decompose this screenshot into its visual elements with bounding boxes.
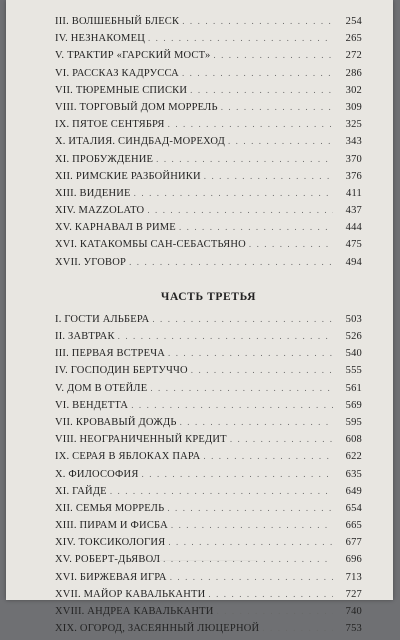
page-number: 677	[345, 537, 362, 549]
chapter-title: VI. ВЕНДЕТТА	[55, 399, 129, 411]
page-number: 526	[345, 331, 362, 342]
toc-entry	[55, 434, 362, 451]
toc-entry	[55, 136, 362, 153]
toc-entry	[55, 503, 362, 520]
dot-leader	[148, 33, 333, 43]
chapter-title: XIV. ТОКСИКОЛОГИЯ	[55, 537, 166, 549]
toc-entry	[55, 154, 362, 171]
dot-leader	[180, 417, 333, 427]
part-two-entries	[55, 16, 362, 274]
dot-leader	[182, 68, 333, 78]
page-number: 654	[345, 502, 362, 514]
chapter-title: XVIII. АНДРЕА КАВАЛЬКАНТИ	[55, 606, 214, 617]
toc-entry	[55, 520, 362, 537]
chapter-title: XII. РИМСКИЕ РАЗБОЙНИКИ	[55, 170, 201, 182]
dot-leader	[230, 434, 333, 444]
toc-entry	[55, 383, 362, 400]
page-number: 503	[345, 313, 362, 325]
page-number: 740	[345, 606, 362, 617]
page-number: 635	[345, 468, 362, 480]
table-of-contents	[55, 16, 362, 640]
chapter-title: XI. ПРОБУЖДЕНИЕ	[55, 153, 154, 165]
dot-leader	[129, 257, 333, 267]
dot-leader	[168, 537, 333, 547]
page-number: 376	[345, 170, 362, 182]
chapter-title: XII. СЕМЬЯ МОРРЕЛЬ	[55, 502, 165, 514]
dot-leader	[118, 331, 333, 341]
chapter-title: IV. НЕЗНАКОМЕЦ	[55, 33, 145, 45]
chapter-title: XI. ГАЙДЕ	[55, 485, 107, 497]
dot-leader	[171, 520, 333, 530]
dot-leader	[262, 623, 333, 633]
chapter-title: VIII. ТОРГОВЫЙ ДОМ МОРРЕЛЬ	[55, 101, 218, 113]
dot-leader	[152, 314, 333, 324]
dot-leader	[168, 119, 333, 129]
toc-entry	[55, 68, 362, 85]
page-number: 753	[345, 623, 362, 635]
toc-entry	[55, 314, 362, 331]
dot-leader	[221, 102, 333, 112]
dot-leader	[134, 188, 333, 198]
page-number: 370	[345, 153, 362, 165]
chapter-title: XV. КАРНАВАЛ В РИМЕ	[55, 222, 176, 234]
dot-leader	[191, 365, 333, 375]
dot-leader	[208, 589, 333, 599]
toc-entry	[55, 537, 362, 554]
page-number: 540	[345, 348, 362, 360]
page-number: 437	[345, 205, 362, 217]
toc-entry	[55, 623, 362, 640]
toc-entry	[55, 469, 362, 486]
toc-entry	[55, 257, 362, 274]
page-number: 494	[345, 256, 362, 268]
chapter-title: XIX. ОГОРОД, ЗАСЕЯННЫЙ ЛЮЦЕРНОЙ	[55, 623, 260, 635]
chapter-title: III. ВОЛШЕБНЫЙ БЛЕСК	[55, 16, 180, 27]
page-number: 665	[345, 520, 362, 532]
dot-leader	[147, 205, 333, 215]
toc-entry	[55, 188, 362, 205]
toc-entry	[55, 451, 362, 468]
chapter-title: VII. ТЮРЕМНЫЕ СПИСКИ	[55, 84, 188, 96]
toc-entry	[55, 348, 362, 365]
chapter-title: VIII. НЕОГРАНИЧЕННЫЙ КРЕДИТ	[55, 434, 227, 446]
page-number: 555	[345, 365, 362, 377]
toc-entry	[55, 331, 362, 348]
chapter-title: VII. КРОВАВЫЙ ДОЖДЬ	[55, 416, 177, 428]
chapter-title: XIII. ВИДЕНИЕ	[55, 187, 131, 199]
toc-entry	[55, 50, 362, 67]
dot-leader	[213, 50, 333, 60]
page-number: 595	[345, 416, 362, 428]
toc-entry	[55, 400, 362, 417]
chapter-title: XV. РОБЕРТ-ДЬЯВОЛ	[55, 554, 161, 566]
toc-entry	[55, 85, 362, 102]
toc-entry	[55, 606, 362, 623]
dot-leader	[190, 85, 333, 95]
chapter-title: IV. ГОСПОДИН БЕРТУЧЧО	[55, 365, 188, 377]
page-number: 696	[345, 554, 362, 566]
toc-entry	[55, 102, 362, 119]
dot-leader	[249, 239, 333, 249]
chapter-title: III. ПЕРВАЯ ВСТРЕЧА	[55, 348, 166, 360]
dot-leader	[203, 451, 333, 461]
dot-leader	[150, 383, 333, 393]
dot-leader	[204, 171, 333, 181]
page-number: 411	[346, 187, 362, 199]
toc-entry	[55, 589, 362, 606]
page-number: 309	[345, 101, 362, 113]
page-number: 713	[345, 571, 362, 583]
faint-imprint	[136, 560, 256, 575]
part-three-heading: ЧАСТЬ ТРЕТЬЯ	[160, 290, 257, 303]
chapter-title: XVI. КАТАКОМБЫ САН-СЕБАСТЬЯНО	[55, 239, 246, 251]
page-number: 286	[345, 67, 362, 79]
toc-entry	[55, 205, 362, 222]
dot-leader	[131, 400, 333, 410]
page-number: 254	[345, 16, 362, 27]
page-number: 302	[345, 84, 362, 96]
toc-entry	[55, 16, 362, 33]
dot-leader	[167, 503, 333, 513]
chapter-title: XVI. БИРЖЕВАЯ ИГРА	[55, 571, 167, 583]
toc-entry	[55, 417, 362, 434]
chapter-title: II. ЗАВТРАК	[55, 331, 115, 342]
chapter-title: V. ТРАКТИР «ГАРСКИЙ МОСТ»	[55, 50, 211, 62]
dot-leader	[168, 348, 333, 358]
chapter-title: IX. СЕРАЯ В ЯБЛОКАХ ПАРА	[55, 451, 201, 463]
toc-entry	[55, 365, 362, 382]
page-number: 622	[345, 451, 362, 463]
dot-leader	[142, 469, 333, 479]
page-number: 649	[345, 485, 362, 497]
chapter-title: X. ИТАЛИЯ. СИНДБАД-МОРЕХОД	[55, 136, 225, 148]
toc-entry	[55, 171, 362, 188]
toc-entry	[55, 239, 362, 256]
dot-leader	[228, 136, 333, 146]
dot-leader	[156, 154, 333, 164]
page-number: 561	[345, 382, 362, 394]
chapter-title: XIII. ПИРАМ И ФИСБА	[55, 520, 168, 532]
dot-leader	[179, 222, 333, 232]
dot-leader	[217, 606, 333, 616]
toc-entry	[55, 33, 362, 50]
page-number: 343	[345, 136, 362, 148]
toc-entry	[55, 486, 362, 503]
page-number: 475	[345, 239, 362, 251]
chapter-title: X. ФИЛОСОФИЯ	[55, 468, 139, 480]
dot-leader	[182, 16, 333, 26]
chapter-title: VI. РАССКАЗ КАДРУССА	[55, 67, 179, 79]
toc-entry	[55, 119, 362, 136]
chapter-title: XVII. МАЙОР КАВАЛЬКАНТИ	[55, 588, 206, 600]
chapter-title: V. ДОМ В ОТЕЙЛЕ	[55, 382, 148, 394]
dot-leader	[110, 486, 333, 496]
toc-entry	[55, 222, 362, 239]
book-page	[6, 0, 393, 635]
page-number: 325	[345, 119, 362, 131]
page-number: 265	[345, 33, 362, 45]
page-number: 569	[345, 399, 362, 411]
page-number: 727	[345, 588, 362, 600]
page-number: 272	[345, 50, 362, 62]
page-number: 444	[345, 222, 362, 234]
chapter-title: XIV. MAZZOLATO	[55, 205, 145, 217]
chapter-title: I. ГОСТИ АЛЬБЕРА	[55, 313, 150, 325]
chapter-title: XVII. УГОВОР	[55, 256, 127, 268]
part-three-entries	[55, 314, 362, 640]
chapter-title: IX. ПЯТОЕ СЕНТЯБРЯ	[55, 119, 165, 131]
page-number: 608	[345, 434, 362, 446]
